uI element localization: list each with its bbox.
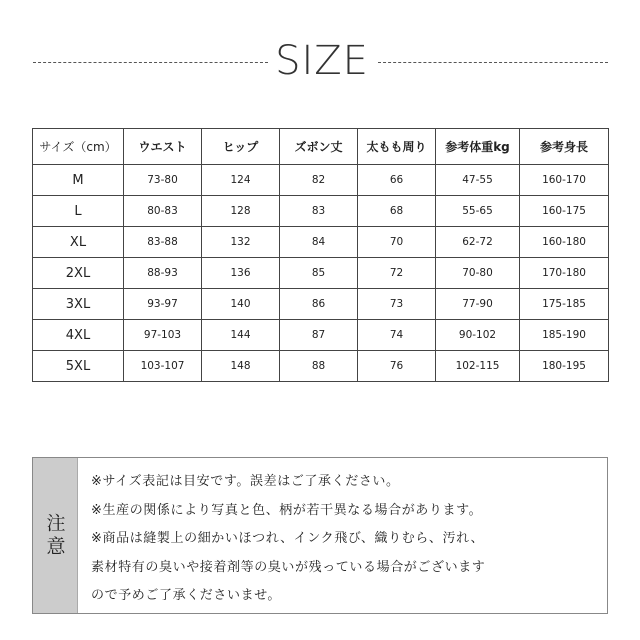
size-cell: 2XL — [33, 258, 124, 289]
table-cell: 93-97 — [124, 289, 202, 320]
size-cell: 4XL — [33, 320, 124, 351]
table-cell: 55-65 — [436, 196, 520, 227]
table-row — [33, 351, 609, 382]
note-line: ※サイズ表記は目安です。誤差はご了承ください。 — [91, 474, 400, 489]
size-cell: 3XL — [33, 289, 124, 320]
table-cell: 132 — [202, 227, 280, 258]
note-line: ので予めご了承くださいませ。 — [91, 588, 282, 603]
note-line: 素材特有の臭いや接着剤等の臭いが残っている場合がございます — [91, 559, 486, 575]
table-row — [33, 227, 609, 258]
size-cell: XL — [33, 227, 124, 258]
table-cell: 47-55 — [436, 165, 520, 196]
size-table — [32, 128, 609, 382]
table-cell: 66 — [358, 165, 436, 196]
table-cell: 175-185 — [520, 289, 609, 320]
table-cell: 148 — [202, 351, 280, 382]
table-cell: 88 — [280, 351, 358, 382]
notes-box — [32, 457, 608, 614]
table-cell: 160-170 — [520, 165, 609, 196]
note-line: ※生産の関係により写真と色、柄が若干異なる場合があります。 — [91, 502, 483, 518]
header-cell: 参考体重kg — [436, 129, 520, 165]
table-cell: 128 — [202, 196, 280, 227]
note-line: ※商品は縫製上の細かいほつれ、インク飛び、織りむら、汚れ、 — [91, 531, 485, 546]
page-title: SIZE — [275, 38, 369, 84]
table-cell: 68 — [358, 196, 436, 227]
table-cell: 88-93 — [124, 258, 202, 289]
notes-body — [78, 458, 607, 613]
table-cell: 82 — [280, 165, 358, 196]
header-cell: ウエスト — [124, 129, 202, 165]
table-row — [33, 165, 609, 196]
table-cell: 124 — [202, 165, 280, 196]
table-cell: 185-190 — [520, 320, 609, 351]
header-cell: サイズ（cm） — [33, 129, 124, 165]
header-cell: ズボン丈 — [280, 129, 358, 165]
table-cell: 102-115 — [436, 351, 520, 382]
table-row — [33, 289, 609, 320]
table-cell: 84 — [280, 227, 358, 258]
table-cell: 170-180 — [520, 258, 609, 289]
table-cell: 80-83 — [124, 196, 202, 227]
table-cell: 72 — [358, 258, 436, 289]
notes-label-panel — [33, 458, 78, 613]
table-cell: 180-195 — [520, 351, 609, 382]
table-cell: 144 — [202, 320, 280, 351]
table-cell: 70-80 — [436, 258, 520, 289]
table-cell: 83-88 — [124, 227, 202, 258]
size-cell: M — [33, 165, 124, 196]
table-row — [33, 258, 609, 289]
table-cell: 87 — [280, 320, 358, 351]
table-cell: 85 — [280, 258, 358, 289]
table-cell: 76 — [358, 351, 436, 382]
size-cell: 5XL — [33, 351, 124, 382]
table-cell: 140 — [202, 289, 280, 320]
table-cell: 103-107 — [124, 351, 202, 382]
table-row — [33, 320, 609, 351]
table-cell: 70 — [358, 227, 436, 258]
table-cell: 97-103 — [124, 320, 202, 351]
table-cell: 83 — [280, 196, 358, 227]
table-cell: 86 — [280, 289, 358, 320]
notes-label: 注意 — [43, 512, 66, 559]
table-row — [33, 196, 609, 227]
header-cell: 参考身長 — [520, 129, 609, 165]
table-cell: 62-72 — [436, 227, 520, 258]
table-header-row — [33, 129, 609, 165]
title-row — [0, 38, 640, 84]
title-dashed-line-left — [33, 62, 268, 63]
size-cell: L — [33, 196, 124, 227]
table-cell: 73 — [358, 289, 436, 320]
table-cell: 73-80 — [124, 165, 202, 196]
table-cell: 160-180 — [520, 227, 609, 258]
title-dashed-line-right — [378, 62, 608, 63]
table-cell: 136 — [202, 258, 280, 289]
header-cell: 太もも周り — [358, 129, 436, 165]
header-cell: ヒップ — [202, 129, 280, 165]
table-cell: 160-175 — [520, 196, 609, 227]
table-cell: 90-102 — [436, 320, 520, 351]
table-cell: 77-90 — [436, 289, 520, 320]
table-cell: 74 — [358, 320, 436, 351]
